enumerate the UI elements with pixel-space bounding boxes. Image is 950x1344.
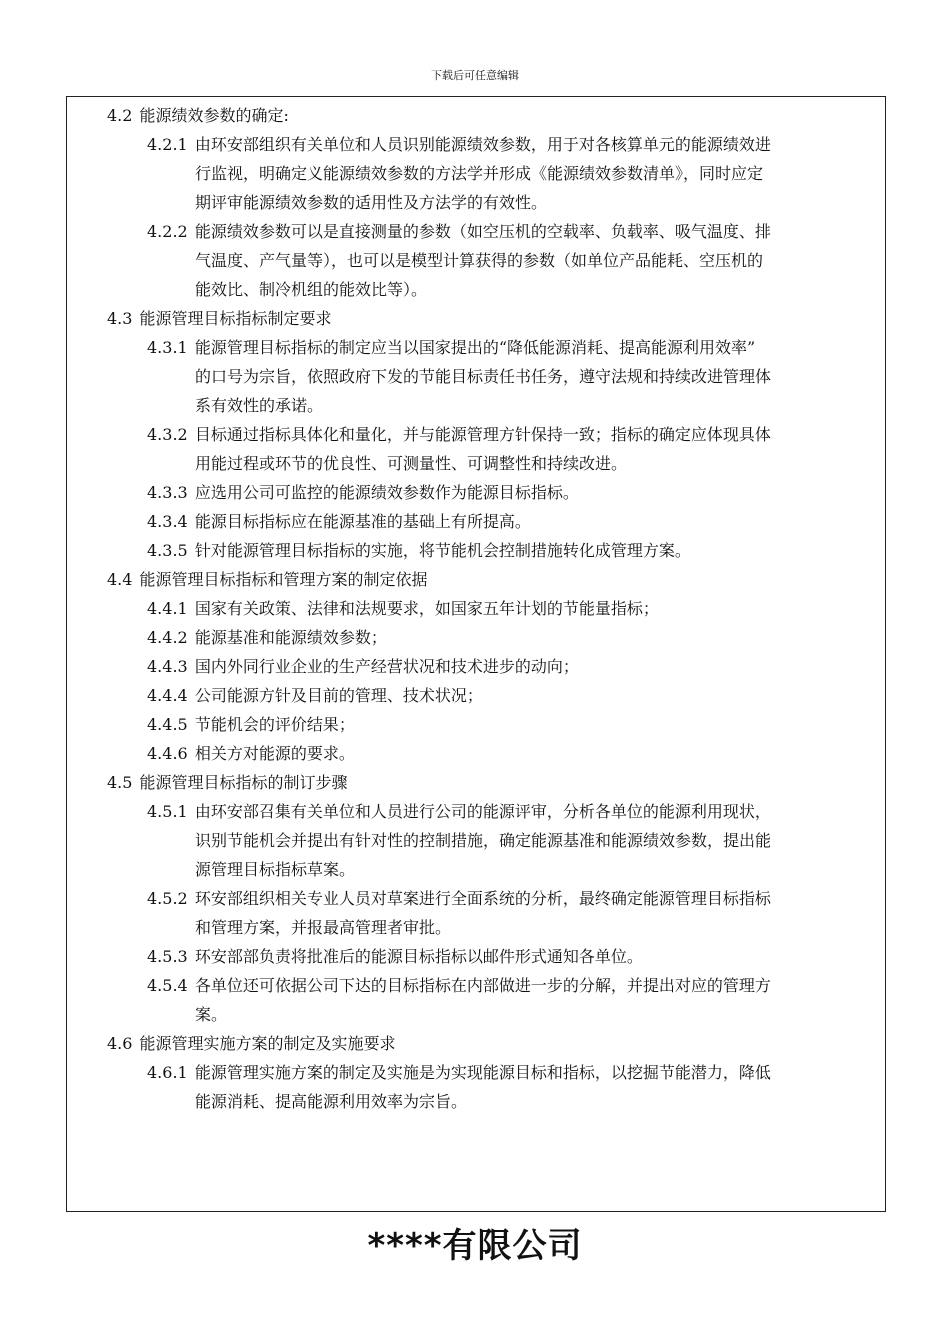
clause-continuation-line <box>107 188 885 217</box>
clause-text: 气温度、产气量等），也可以是模型计算获得的参数（如单位产品能耗、空压机的 <box>195 251 764 270</box>
clause-continuation-line <box>107 1000 885 1029</box>
clause-text: 环安部部负责将批准后的能源目标指标以邮件形式通知各单位。 <box>194 947 643 966</box>
clause-continuation-line <box>107 913 885 942</box>
clause-line <box>107 420 885 449</box>
clause-text: 应选用公司可监控的能源绩效参数作为能源目标指标。 <box>194 483 579 502</box>
clause-number: 4.4 <box>107 570 133 589</box>
clause-number: 4.5.2 <box>147 889 188 908</box>
clause-line <box>107 217 885 246</box>
clause-line <box>107 884 885 913</box>
clause-line <box>107 333 885 362</box>
clause-number: 4.5.3 <box>147 947 188 966</box>
clause-text: 针对能源管理目标指标的实施，将节能机会控制措施转化成管理方案。 <box>194 541 691 560</box>
clause-number: 4.2.1 <box>147 135 188 154</box>
document-content <box>107 101 885 1116</box>
clause-continuation-line <box>107 391 885 420</box>
clause-text: 识别节能机会并提出有针对性的控制措施，确定能源基准和能源绩效参数，提出能 <box>195 831 772 850</box>
clause-number: 4.4.4 <box>147 686 188 705</box>
clause-text: 能源管理实施方案的制定及实施要求 <box>139 1034 396 1053</box>
clause-text: 能源管理目标指标的制定应当以国家提出的“降低能源消耗、提高能源利用效率” <box>194 338 756 357</box>
clause-text: 案。 <box>195 1005 228 1024</box>
clause-text: 能源绩效参数可以是直接测量的参数（如空压机的空载率、负载率、吸气温度、排 <box>194 222 771 241</box>
clause-text: 源管理目标指标草案。 <box>195 860 356 879</box>
clause-number: 4.5.4 <box>147 976 188 995</box>
clause-continuation-line <box>107 362 885 391</box>
clause-text: 各单位还可依据公司下达的目标指标在内部做进一步的分解，并提出对应的管理方 <box>194 976 771 995</box>
clause-text: 节能机会的评价结果； <box>194 715 355 734</box>
clause-text: 能源管理目标指标制定要求 <box>139 309 332 328</box>
clause-text: 和管理方案，并报最高管理者审批。 <box>195 918 452 937</box>
clause-text: 能源基准和能源绩效参数； <box>194 628 387 647</box>
clause-text: 的口号为宗旨，依照政府下发的节能目标责任书任务，遵守法规和持续改进管理体 <box>195 367 772 386</box>
section-heading <box>107 565 885 594</box>
section-heading <box>107 1029 885 1058</box>
clause-line <box>107 1058 885 1087</box>
company-name: ****有限公司 <box>367 1226 583 1266</box>
section-heading <box>107 304 885 333</box>
clause-line <box>107 710 885 739</box>
clause-continuation-line <box>107 246 885 275</box>
clause-line <box>107 681 885 710</box>
header-note: 下载后可任意编辑 <box>431 69 519 82</box>
section-heading <box>107 768 885 797</box>
clause-line <box>107 130 885 159</box>
clause-text: 系有效性的承诺。 <box>195 396 324 415</box>
clause-number: 4.6 <box>107 1034 133 1053</box>
clause-text: 公司能源方针及目前的管理、技术状况； <box>194 686 483 705</box>
clause-continuation-line <box>107 449 885 478</box>
clause-line <box>107 942 885 971</box>
clause-text: 用能过程或环节的优良性、可测量性、可调整性和持续改进。 <box>195 454 628 473</box>
clause-text: 能源目标指标应在能源基准的基础上有所提高。 <box>194 512 531 531</box>
clause-number: 4.3.5 <box>147 541 188 560</box>
clause-continuation-line <box>107 159 885 188</box>
clause-text: 能源管理实施方案的制定及实施是为实现能源目标和指标，以挖掘节能潜力，降低 <box>194 1063 771 1082</box>
clause-number: 4.3.2 <box>147 425 188 444</box>
clause-text: 环安部组织相关专业人员对草案进行全面系统的分析，最终确定能源管理目标指标 <box>194 889 771 908</box>
clause-text: 能效比、制冷机组的能效比等）。 <box>195 280 428 299</box>
section-heading <box>107 101 885 130</box>
clause-continuation-line <box>107 275 885 304</box>
clause-line <box>107 594 885 623</box>
clause-number: 4.5.1 <box>147 802 188 821</box>
clause-text: 行监视，明确定义能源绩效参数的方法学并形成《能源绩效参数清单》，同时应定 <box>195 164 764 183</box>
clause-number: 4.4.5 <box>147 715 188 734</box>
clause-text: 能源管理目标指标的制订步骤 <box>139 773 348 792</box>
clause-text: 由环安部召集有关单位和人员进行公司的能源评审，分析各单位的能源利用现状， <box>194 802 771 821</box>
clause-number: 4.2 <box>107 106 133 125</box>
clause-text: 国家有关政策、法律和法规要求，如国家五年计划的节能量指标； <box>194 599 659 618</box>
clause-text: 能源消耗、提高能源利用效率为宗旨。 <box>195 1092 468 1111</box>
clause-number: 4.4.2 <box>147 628 188 647</box>
clause-line <box>107 739 885 768</box>
clause-number: 4.6.1 <box>147 1063 188 1082</box>
clause-line <box>107 971 885 1000</box>
clause-text: 期评审能源绩效参数的适用性及方法学的有效性。 <box>195 193 548 212</box>
clause-line <box>107 623 885 652</box>
clause-continuation-line <box>107 855 885 884</box>
clause-text: 目标通过指标具体化和量化，并与能源管理方针保持一致；指标的确定应体现具体 <box>194 425 771 444</box>
clause-text: 国内外同行业企业的生产经营状况和技术进步的动向； <box>194 657 579 676</box>
clause-number: 4.5 <box>107 773 133 792</box>
clause-number: 4.3 <box>107 309 133 328</box>
clause-line <box>107 652 885 681</box>
clause-number: 4.4.6 <box>147 744 188 763</box>
clause-line <box>107 797 885 826</box>
clause-line <box>107 507 885 536</box>
clause-number: 4.4.3 <box>147 657 188 676</box>
clause-text: 能源绩效参数的确定: <box>139 106 289 125</box>
document-body-box <box>66 96 886 1212</box>
clause-continuation-line <box>107 826 885 855</box>
clause-continuation-line <box>107 1087 885 1116</box>
clause-number: 4.2.2 <box>147 222 188 241</box>
clause-number: 4.3.1 <box>147 338 188 357</box>
clause-text: 相关方对能源的要求。 <box>194 744 355 763</box>
clause-line <box>107 536 885 565</box>
clause-line <box>107 478 885 507</box>
clause-number: 4.3.4 <box>147 512 188 531</box>
clause-text: 由环安部组织有关单位和人员识别能源绩效参数，用于对各核算单元的能源绩效进 <box>194 135 771 154</box>
clause-text: 能源管理目标指标和管理方案的制定依据 <box>139 570 428 589</box>
clause-number: 4.4.1 <box>147 599 188 618</box>
clause-number: 4.3.3 <box>147 483 188 502</box>
